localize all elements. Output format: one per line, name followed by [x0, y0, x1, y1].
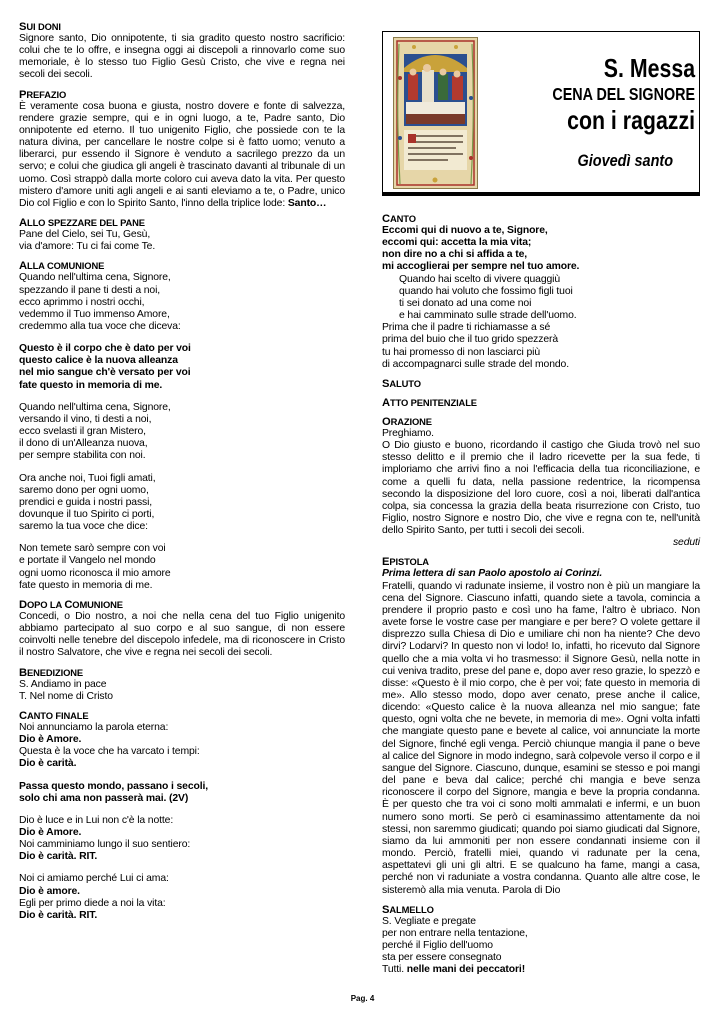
- heading-cap: S: [382, 903, 390, 916]
- heading-orazione: [382, 416, 700, 428]
- salmello-last-line: [382, 964, 700, 976]
- canto-refrain-line: mi accoglierai per sempre nel tuo amore.: [382, 261, 580, 273]
- canto-refrain-line: Eccomi qui di nuovo a te, Signore,: [382, 225, 548, 236]
- heading-cap: C: [382, 213, 390, 225]
- comunione-line: dovunque il tuo Spirito ci porti,: [19, 509, 155, 520]
- heading-salmello: [382, 904, 700, 916]
- heading-rest: OPO LA: [26, 598, 65, 610]
- section-canto: [382, 213, 700, 371]
- heading-epistola: [382, 556, 700, 568]
- left-column: [19, 21, 345, 929]
- heading-rest: LLO SPEZZARE DEL PANE: [26, 217, 145, 229]
- comunione-refrain-line: nel mio sangue ch'è versato per voi: [19, 367, 191, 379]
- comunione-line: Ora anche noi, Tuoi figli amati,: [19, 472, 156, 484]
- heading-cap: C: [19, 709, 27, 722]
- canto-finale-line: Dio è Amore.: [19, 734, 82, 746]
- illuminated-miniature-image: [393, 37, 478, 189]
- canto-finale-refrain: solo chi ama non passerà mai. (2V): [19, 792, 189, 804]
- canto-verse-line: e hai camminato sulle strade dell'uomo.: [399, 310, 577, 322]
- spezzare-line: Pane del Cielo, sei Tu, Gesù,: [19, 229, 151, 241]
- benedizione-line: S. Andiamo in pace: [19, 678, 107, 690]
- canto-finale-line: Dio è carità. RIT.: [19, 909, 98, 921]
- prefazio-text: [19, 101, 345, 210]
- comunione-line: ecco svelasti il gran Mistero,: [19, 426, 146, 438]
- heading-cap: A: [19, 260, 27, 273]
- sui-doni-text: Signore santo, Dio onnipotente, ti sia gradito questo nostro sacrificio: colui che te lo offre, e insegna oggi ai discepoli a rinnovarlo come suo memoriale, è lo stesso tuo Figlio Gesù Cristo, che vive e regna nei secoli dei secoli.: [19, 33, 345, 81]
- heading-cap: C: [64, 598, 73, 611]
- section-salmello: [382, 904, 700, 977]
- heading-canto-finale: [19, 710, 345, 722]
- heading-cap: D: [19, 598, 27, 611]
- section-orazione: [382, 416, 700, 550]
- heading-rest: ALUTO: [389, 377, 421, 389]
- salmello-line: sta per essere consegnato: [382, 952, 502, 964]
- heading-cap: B: [19, 666, 27, 679]
- canto-verse-line: Prima che il padre ti richiamasse a sé: [382, 322, 551, 334]
- salmello-line: perché il Figlio dell'uomo: [382, 939, 493, 951]
- prefazio-santo: Santo…: [287, 197, 327, 209]
- canto-finale-line: Questa è la voce che ha varcato i tempi:: [19, 746, 200, 758]
- section-canto-finale: [19, 710, 345, 922]
- salmello-tutti: Tutti.: [382, 964, 407, 976]
- heading-benedizione: [19, 667, 345, 679]
- comunione-line: Non temete sarò sempre con voi: [19, 543, 166, 555]
- heading-atto-penitenziale: [382, 397, 700, 409]
- heading-sui-doni: [19, 21, 345, 33]
- orazione-text: O Dio giusto e buono, ricordando il castigo che Giuda trovò nel suo stesso delitto e il premio che il ladro ricevette per la sua fede, ti imploriamo che arrivi fino a noi l'efficacia della tua riconciliazione, e come a quelli fu data, nella passione redentrice, la ricompensa secondo la disposizione del loro cuore, così a noi, liberati dall'antica colpa, sia concessa la grazia della beata risurrezione con Cristo, tuo Figlio, nostro Signore e nostro Dio, che vive e regna con te, nell'unità dello Spirito Santo, per tutti i secoli dei secoli.: [382, 440, 700, 537]
- comunione-line: fate questo in memoria di me.: [19, 579, 153, 591]
- salmello-line: S. Vegliate e pregate: [382, 915, 476, 927]
- canto-verse-line: prima del buio che il tuo grido spezzerà: [382, 334, 558, 346]
- section-spezzare: [19, 217, 345, 253]
- comunione-line: saremo la tua voce che dice:: [19, 521, 148, 533]
- comunione-line: Quando nell'ultima cena, Signore,: [19, 401, 171, 413]
- miniature-picture: [394, 38, 477, 188]
- section-prefazio: [19, 89, 345, 210]
- heading-cap: A: [19, 217, 27, 230]
- heading-rest: ANTO FINALE: [26, 709, 89, 721]
- canto-finale-refrain: Passa questo mondo, passano i secoli,: [19, 780, 208, 792]
- heading-rest: ENEDIZIONE: [26, 666, 84, 678]
- comunione-line: vedemmo il Tuo immenso Amore,: [19, 308, 170, 320]
- heading-comunione: [19, 260, 345, 272]
- comunione-line: spezzando il pane ti desti a noi,: [19, 284, 161, 296]
- heading-rest: PISTOLA: [389, 556, 429, 568]
- epistola-source: Prima lettera di san Paolo apostolo ai Corinzi.: [382, 568, 603, 580]
- section-sui-doni: [19, 21, 345, 82]
- comunione-line: il dono di un'Alleanza nuova,: [19, 438, 148, 450]
- heading-rest: ALMELLO: [389, 903, 434, 915]
- canto-verse-line: tu hai promesso di non lasciarci più: [382, 346, 540, 358]
- heading-cap: A: [382, 396, 390, 409]
- canto-verse-line: ti sei donato ad una come noi: [399, 297, 532, 309]
- prefazio-body: È veramente cosa buona e giusta, nostro dovere e fonte di salvezza, rendere grazie sempre, qui e in ogni luogo, a te, Padre santo, Dio onnipotente ed eterno. Il tuo unigenito Figlio, che possiede con te la natura divina, per cancellare le nostre colpe si è fatto uomo; venuto a liberarci, pur essendo il Signore è venduto a sacrilego prezzo da un servo; e colui che giudica gli angeli è trascinato davanti al tribunale di un uomo. Così strappò dalla morte coloro cui aveva dato la vita. Per questo mistero d'amore uniti agli angeli e ai santi eleviamo a te, o Padre, unico Dio col Figlio e con lo Spirito Santo, l'inno della triplice lode:: [19, 100, 345, 209]
- title-con-i-ragazzi: con i ragazzi: [567, 105, 695, 135]
- comunione-line: credemmo alla tua voce che diceva:: [19, 320, 181, 332]
- canto-finale-line: Dio è Amore.: [19, 826, 82, 838]
- title-cena-del-signore: CENA DEL SIGNORE: [552, 84, 695, 104]
- heading-rest: ANTO: [389, 213, 416, 224]
- canto-refrain-line: non dire no a chi si affida a te,: [382, 249, 527, 261]
- canto-finale-line: Egli per primo diede a noi la vita:: [19, 897, 166, 909]
- heading-rest: TTO PENITENZIALE: [389, 396, 477, 408]
- heading-rest: UI DONI: [26, 21, 61, 32]
- orazione-preghiamo: Preghiamo.: [382, 427, 434, 439]
- section-benedizione: [19, 667, 345, 703]
- comunione-refrain-line: Questo è il corpo che è dato per voi: [19, 343, 191, 355]
- heading-cap: S: [382, 377, 390, 390]
- canto-refrain-line: eccomi qui: accetta la mia vita;: [382, 237, 532, 249]
- heading-rest: LLA COMUNIONE: [26, 260, 105, 272]
- heading-cap: E: [382, 556, 390, 569]
- canto-verse-line: di accompagnarci sulle strade del mondo.: [382, 358, 569, 370]
- heading-canto: [382, 213, 700, 225]
- canto-verse-line: quando hai voluto che fossimo figli tuoi: [399, 285, 573, 297]
- heading-cap: P: [19, 88, 27, 101]
- orazione-seduti: seduti: [672, 537, 700, 549]
- comunione-line: versando il vino, ti desti a noi,: [19, 413, 152, 425]
- title-block: [521, 53, 695, 171]
- title-s-messa: S. Messa: [603, 53, 695, 83]
- epistola-text: Fratelli, quando vi radunate insieme, il vostro non è più un mangiare la cena del Signore. Ciascuno infatti, quando siete a tavola, comincia a prendere il proprio pasto e così uno ha fame, l'altro è ubriaco. Non avete forse le vostre case per mangiare e per bere? O volete gettare il disprezzo sulla Chiesa di Dio e umiliare chi non ha niente? Che devo dirvi? Lodarvi? In questo non vi lodo! Io, infatti, ho ricevuto dal Signore quello che a mia volta vi ho trasmesso: il Signore Gesù, nella notte in cui veniva tradito, prese del pane e, dopo aver reso grazie, lo spezzò e disse: «Questo è il mio corpo, che è per voi; fate questo in memoria di me». Allo stesso modo, dopo aver cenato, prese anche il calice, dicendo: «Questo calice è la nuova alleanza nel mio sangue; fate questo, ogni volta che ne bevete, in memoria di me». Ogni volta infatti che mangiate questo pane e bevete al calice, voi annunciate la morte del Signore, finché egli venga. Perciò chiunque mangia il pane o beve al calice del Signore in modo indegno, sarà colpevole verso il corpo e il sangue del Signore. Ciascuno, dunque, esamini se stesso e poi mangi del pane e beva dal calice; perché chi mangia e beve senza riconoscere il corpo del Signore, mangia e beve la propria condanna. È per questo che tra voi ci sono molti ammalati e infermi, e un buon numero sono morti. Se però ci esaminassimo attentamente da noi stessi, non saremmo giudicati; quando poi siamo giudicati dal Signore, siamo da lui ammoniti per non essere condannati insieme con il mondo. Perciò, fratelli miei, quando vi radunate per la cena, aspettatevi gli uni gli altri. E se qualcuno ha fame, mangi a casa, perché non vi raduniate a vostra condanna. Quanto alle altre cose, le sisteremò alla mia venuta. Parola di Dio: [382, 580, 700, 896]
- heading-cap: S: [19, 21, 27, 33]
- salmello-response: nelle mani dei peccatori!: [406, 964, 526, 976]
- section-dopo-comunione: [19, 599, 345, 660]
- heading-rest: REFAZIO: [26, 88, 67, 100]
- canto-finale-line: Noi ci amiamo perché Lui ci ama:: [19, 873, 169, 885]
- comunione-line: saremo dono per ogni uomo,: [19, 484, 149, 496]
- comunione-refrain-line: questo calice è la nuova alleanza: [19, 355, 178, 367]
- section-comunione: [19, 260, 345, 592]
- title-box-rule: [382, 193, 700, 196]
- right-column: [382, 213, 700, 983]
- comunione-line: e portate il Vangelo nel mondo: [19, 555, 156, 567]
- canto-finale-line: Dio è carità. RIT.: [19, 851, 98, 863]
- heading-prefazio: [19, 89, 345, 101]
- page-number: Pag. 4: [350, 994, 375, 1003]
- canto-verse-line: Quando hai scelto di vivere quaggiù: [399, 273, 561, 285]
- heading-rest: RAZIONE: [390, 415, 432, 427]
- comunione-line: ogni uomo riconosca il mio amore: [19, 567, 171, 579]
- heading-saluto: [382, 378, 700, 390]
- subtitle-giovedi-santo: Giovedì santo: [577, 151, 673, 170]
- section-epistola: [382, 556, 700, 896]
- heading-dopo-comunione: [19, 599, 345, 611]
- heading-cap: O: [382, 415, 391, 428]
- canto-finale-line: Dio è carità.: [19, 758, 77, 770]
- comunione-line: per sempre stabilita con noi.: [19, 450, 146, 462]
- canto-finale-line: Noi annunciamo la parola eterna:: [19, 721, 169, 733]
- comunione-line: Quando nell'ultima cena, Signore,: [19, 272, 171, 284]
- dopo-comunione-text: Concedi, o Dio nostro, a noi che nella cena del tuo Figlio unigenito abbiamo partecipato al suo corpo e al suo sangue, di non essere coinvolti nelle tenebre del discepolo infedele, ma di riconoscere in Cristo il nostro Salvatore, che vive e regna nei secoli dei secoli.: [19, 610, 345, 659]
- canto-finale-line: Dio è luce e in Lui non c'è la notte:: [19, 814, 174, 826]
- salmello-line: per non entrare nella tentazione,: [382, 927, 528, 939]
- comunione-refrain-line: fate questo in memoria di me.: [19, 379, 163, 391]
- canto-finale-line: Dio è amore.: [19, 885, 80, 897]
- comunione-line: prendici e guida i nostri passi,: [19, 496, 153, 508]
- heading-spezzare: [19, 217, 345, 229]
- comunione-line: ecco aprimmo i nostri occhi,: [19, 296, 145, 308]
- spezzare-line: via d'amore: Tu ci fai come Te.: [19, 241, 156, 253]
- heading-rest: OMUNIONE: [72, 598, 123, 610]
- section-saluto: [382, 378, 700, 390]
- section-atto-penitenziale: [382, 397, 700, 409]
- benedizione-line: T. Nel nome di Cristo: [19, 690, 113, 702]
- canto-finale-line: Noi camminiamo lungo il suo sentiero:: [19, 839, 191, 851]
